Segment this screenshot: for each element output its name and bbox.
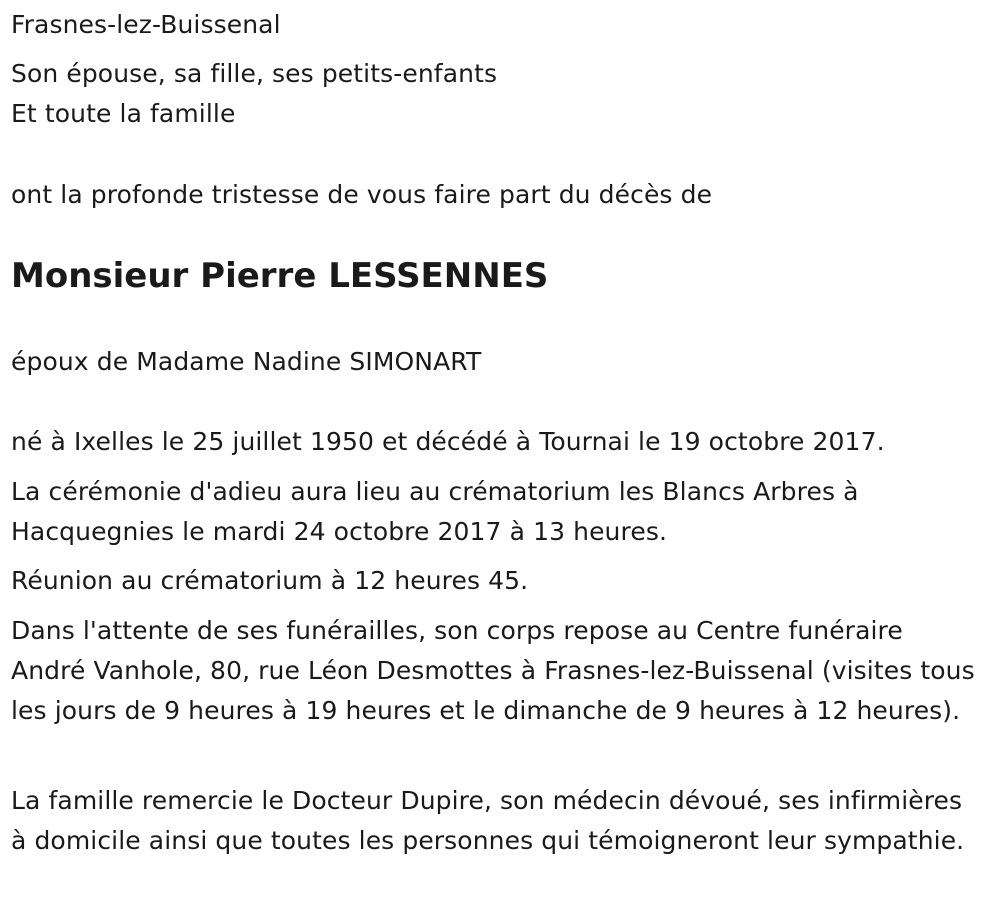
- thanks-paragraph: La famille remercie le Docteur Dupire, son médecin dévoué, ses infirmières à domicile ainsi que toutes les personnes qui témoigneront leur sympathie.: [11, 786, 965, 855]
- ceremony-paragraph: La cérémonie d'adieu aura lieu au crématorium les Blancs Arbres à Hacquegnies le mardi 24 octobre 2017 à 13 heures.: [11, 477, 859, 546]
- family-line-1: Son épouse, sa fille, ses petits-enfants: [11, 59, 498, 88]
- spouse-line: époux de Madame Nadine SIMONART: [11, 347, 482, 376]
- rest-paragraph: Dans l'attente de ses funérailles, son corps repose au Centre funéraire André Vanhole, 80, rue Léon Desmottes à Frasnes-lez-Buissenal (visites tous les jours de 9 heures à 19 heures et le dimanche de 9 heures à 12 heures).: [11, 616, 975, 725]
- announcement-line: ont la profonde tristesse de vous faire part du décès de: [11, 180, 713, 209]
- meeting-line: Réunion au crématorium à 12 heures 45.: [11, 566, 529, 595]
- birth-death-line: né à Ixelles le 25 juillet 1950 et décédé à Tournai le 19 octobre 2017.: [11, 427, 885, 456]
- location-line: Frasnes-lez-Buissenal: [11, 10, 281, 39]
- deceased-name: Monsieur Pierre LESSENNES: [11, 256, 549, 296]
- family-line-2: Et toute la famille: [11, 99, 236, 128]
